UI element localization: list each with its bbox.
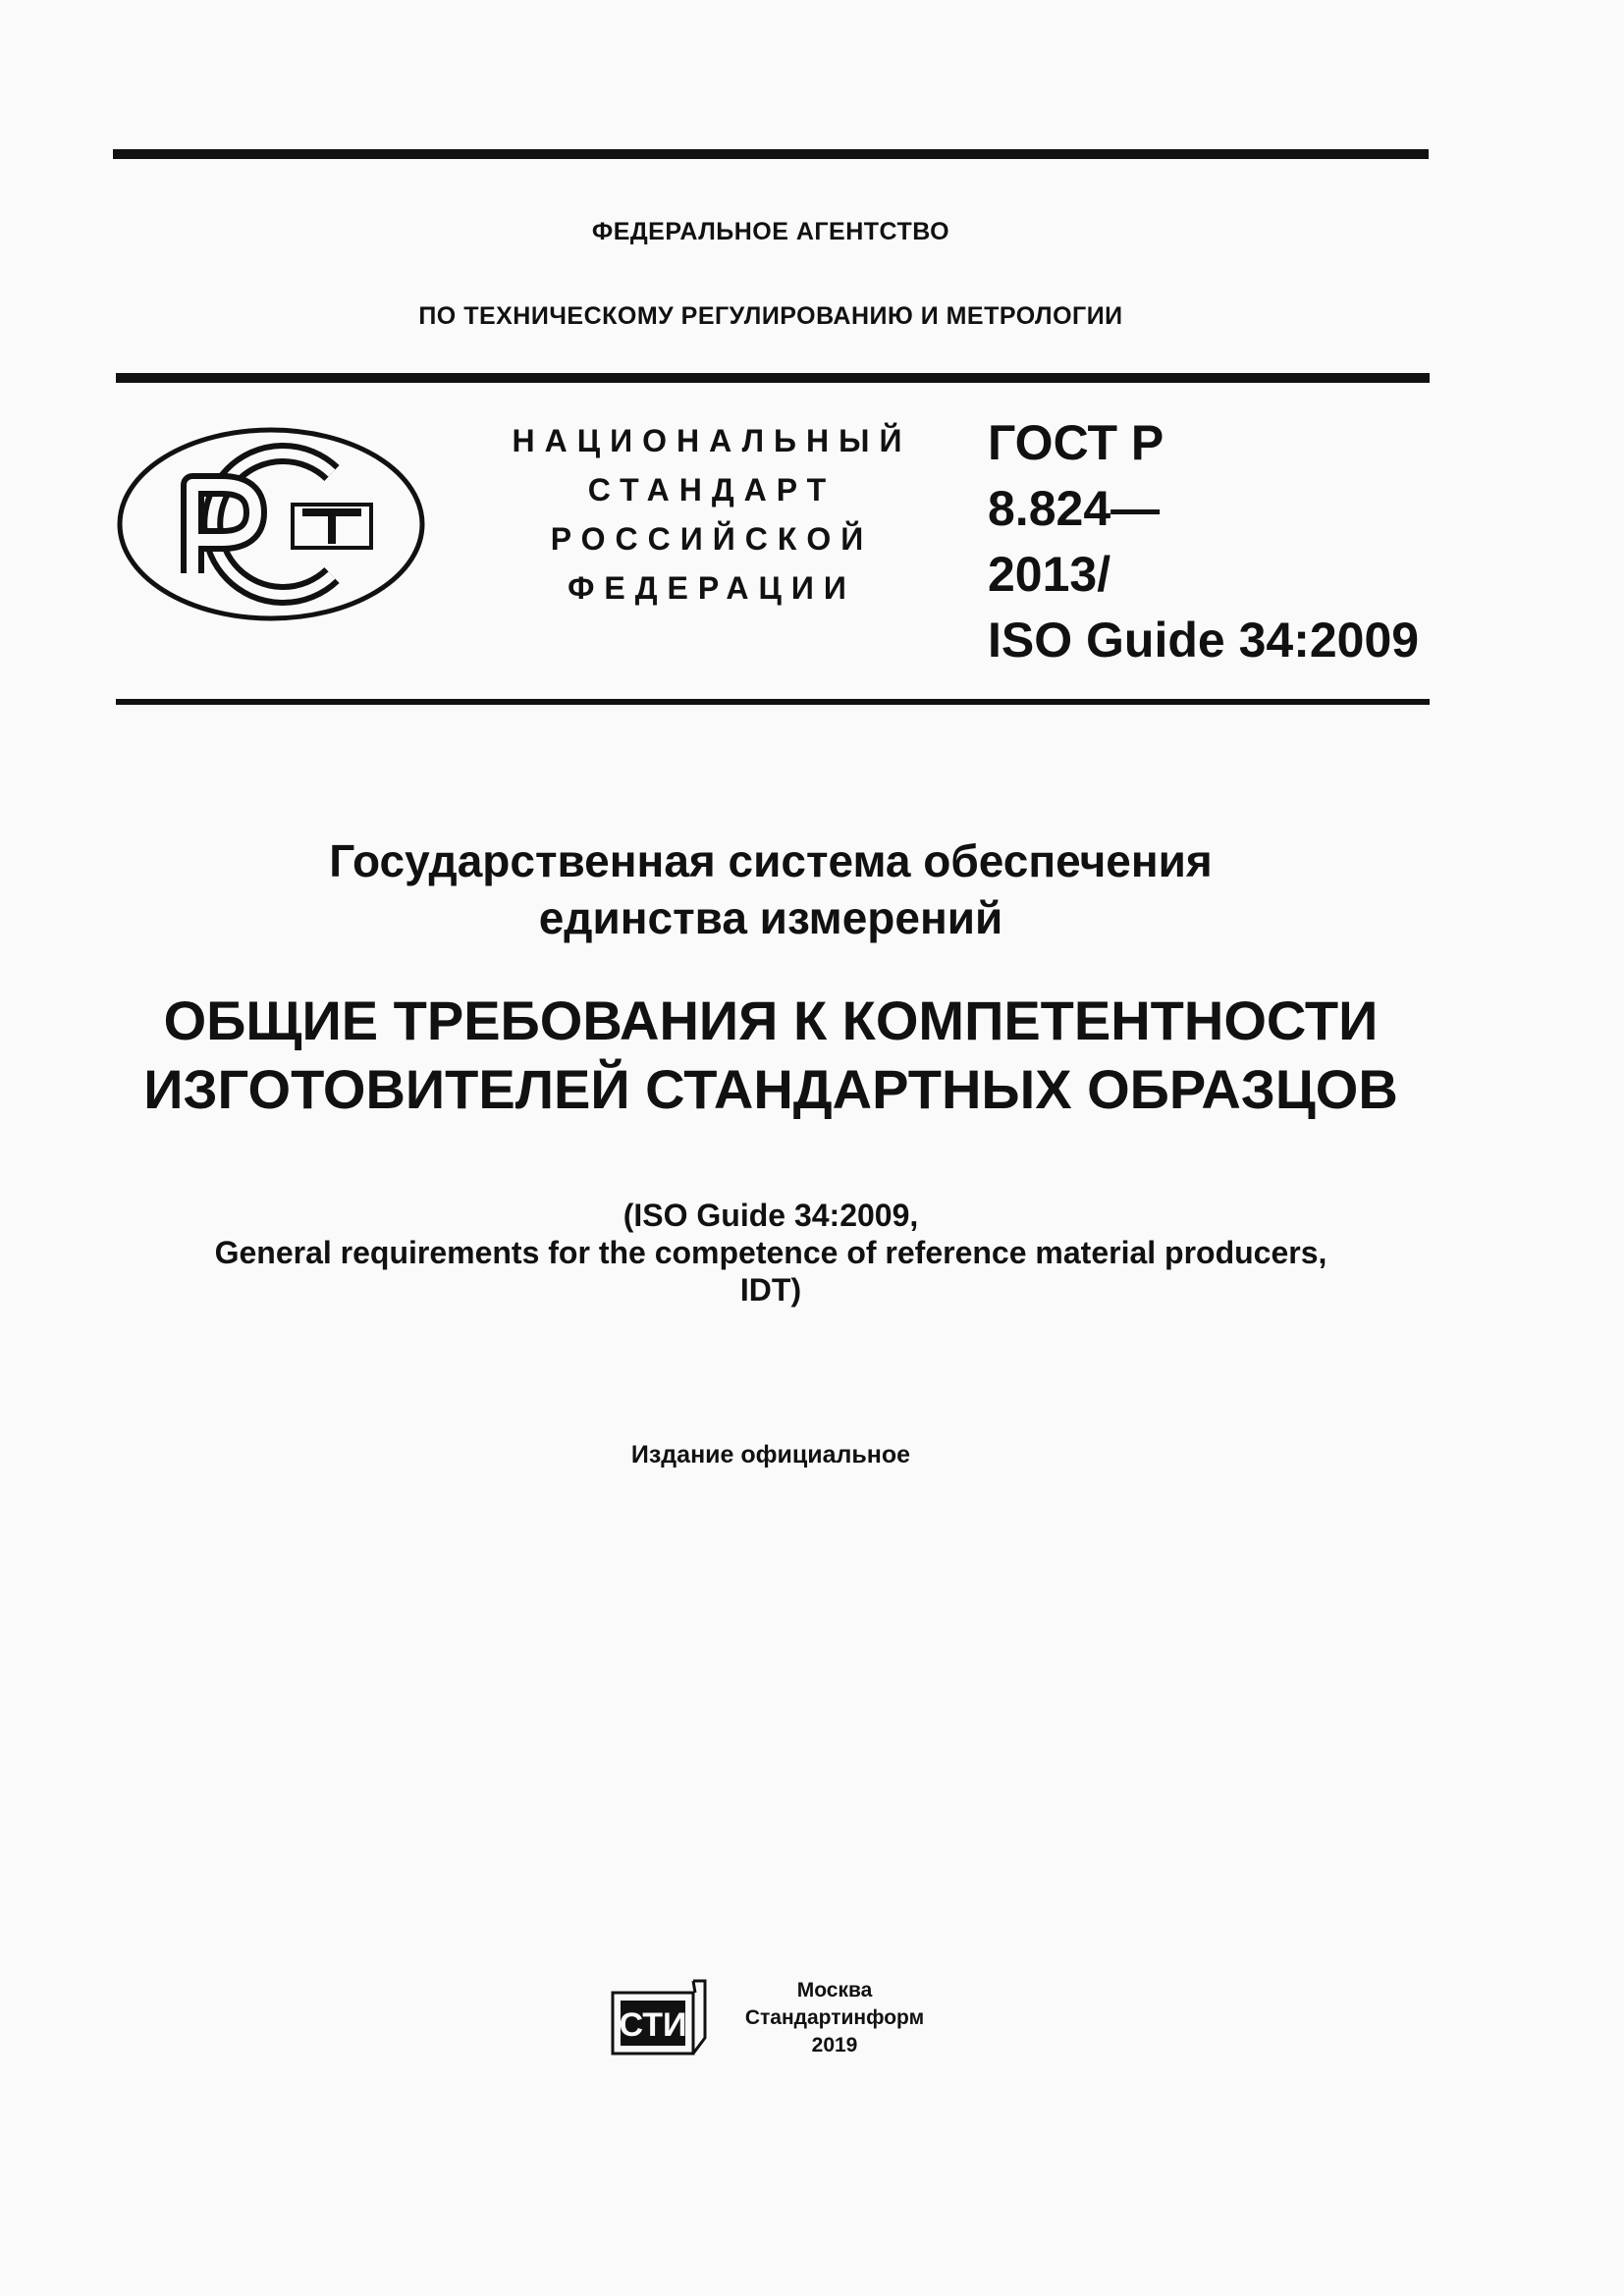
top-rule bbox=[113, 149, 1429, 159]
national-standard-line-4: ФЕДЕРАЦИИ bbox=[568, 570, 856, 606]
standartinform-logo-text: СТИ bbox=[619, 2006, 687, 2044]
subtitle-line-1: Государственная система обеспечения bbox=[329, 835, 1213, 886]
rst-mark-icon bbox=[116, 426, 430, 622]
agency-line-1: ФЕДЕРАЛЬНОЕ АГЕНТСТВО bbox=[591, 218, 950, 245]
document-title-line-1: ОБЩИЕ ТРЕБОВАНИЯ К КОМПЕТЕНТНОСТИ bbox=[163, 989, 1379, 1051]
standard-designation bbox=[988, 410, 1419, 673]
publisher-year: 2019 bbox=[811, 2034, 858, 2056]
national-standard-line-1: НАЦИОНАЛЬНЫЙ bbox=[512, 423, 912, 458]
designation-line-1: ГОСТ Р bbox=[988, 415, 1164, 470]
designation-line-4: ISO Guide 34:2009 bbox=[988, 613, 1420, 667]
national-standard-line-2: СТАНДАРТ bbox=[587, 472, 837, 507]
standartinform-logo-icon bbox=[611, 1979, 709, 2056]
original-line-3: IDT) bbox=[739, 1272, 802, 1308]
publisher-city: Москва bbox=[796, 1979, 873, 2002]
designation-line-2: 8.824— bbox=[988, 481, 1161, 536]
publisher-name: Стандартинформ bbox=[744, 2006, 925, 2029]
original-line-2: General requirements for the competence of reference material producers, bbox=[214, 1235, 1327, 1270]
designation-line-3: 2013/ bbox=[988, 547, 1111, 602]
header-bottom-rule bbox=[116, 699, 1430, 705]
original-line-1: (ISO Guide 34:2009, bbox=[623, 1198, 919, 1233]
subtitle-line-2: единства измерений bbox=[538, 892, 1003, 943]
header-rule bbox=[116, 373, 1430, 383]
national-standard-line-3: РОССИЙСКОЙ bbox=[550, 521, 874, 557]
document-title-line-2: ИЗГОТОВИТЕЛЕЙ СТАНДАРТНЫХ ОБРАЗЦОВ bbox=[143, 1058, 1398, 1120]
edition-label: Издание официальное bbox=[630, 1441, 911, 1468]
agency-line-2: ПО ТЕХНИЧЕСКОМУ РЕГУЛИРОВАНИЮ И МЕТРОЛОГИИ bbox=[418, 302, 1123, 330]
